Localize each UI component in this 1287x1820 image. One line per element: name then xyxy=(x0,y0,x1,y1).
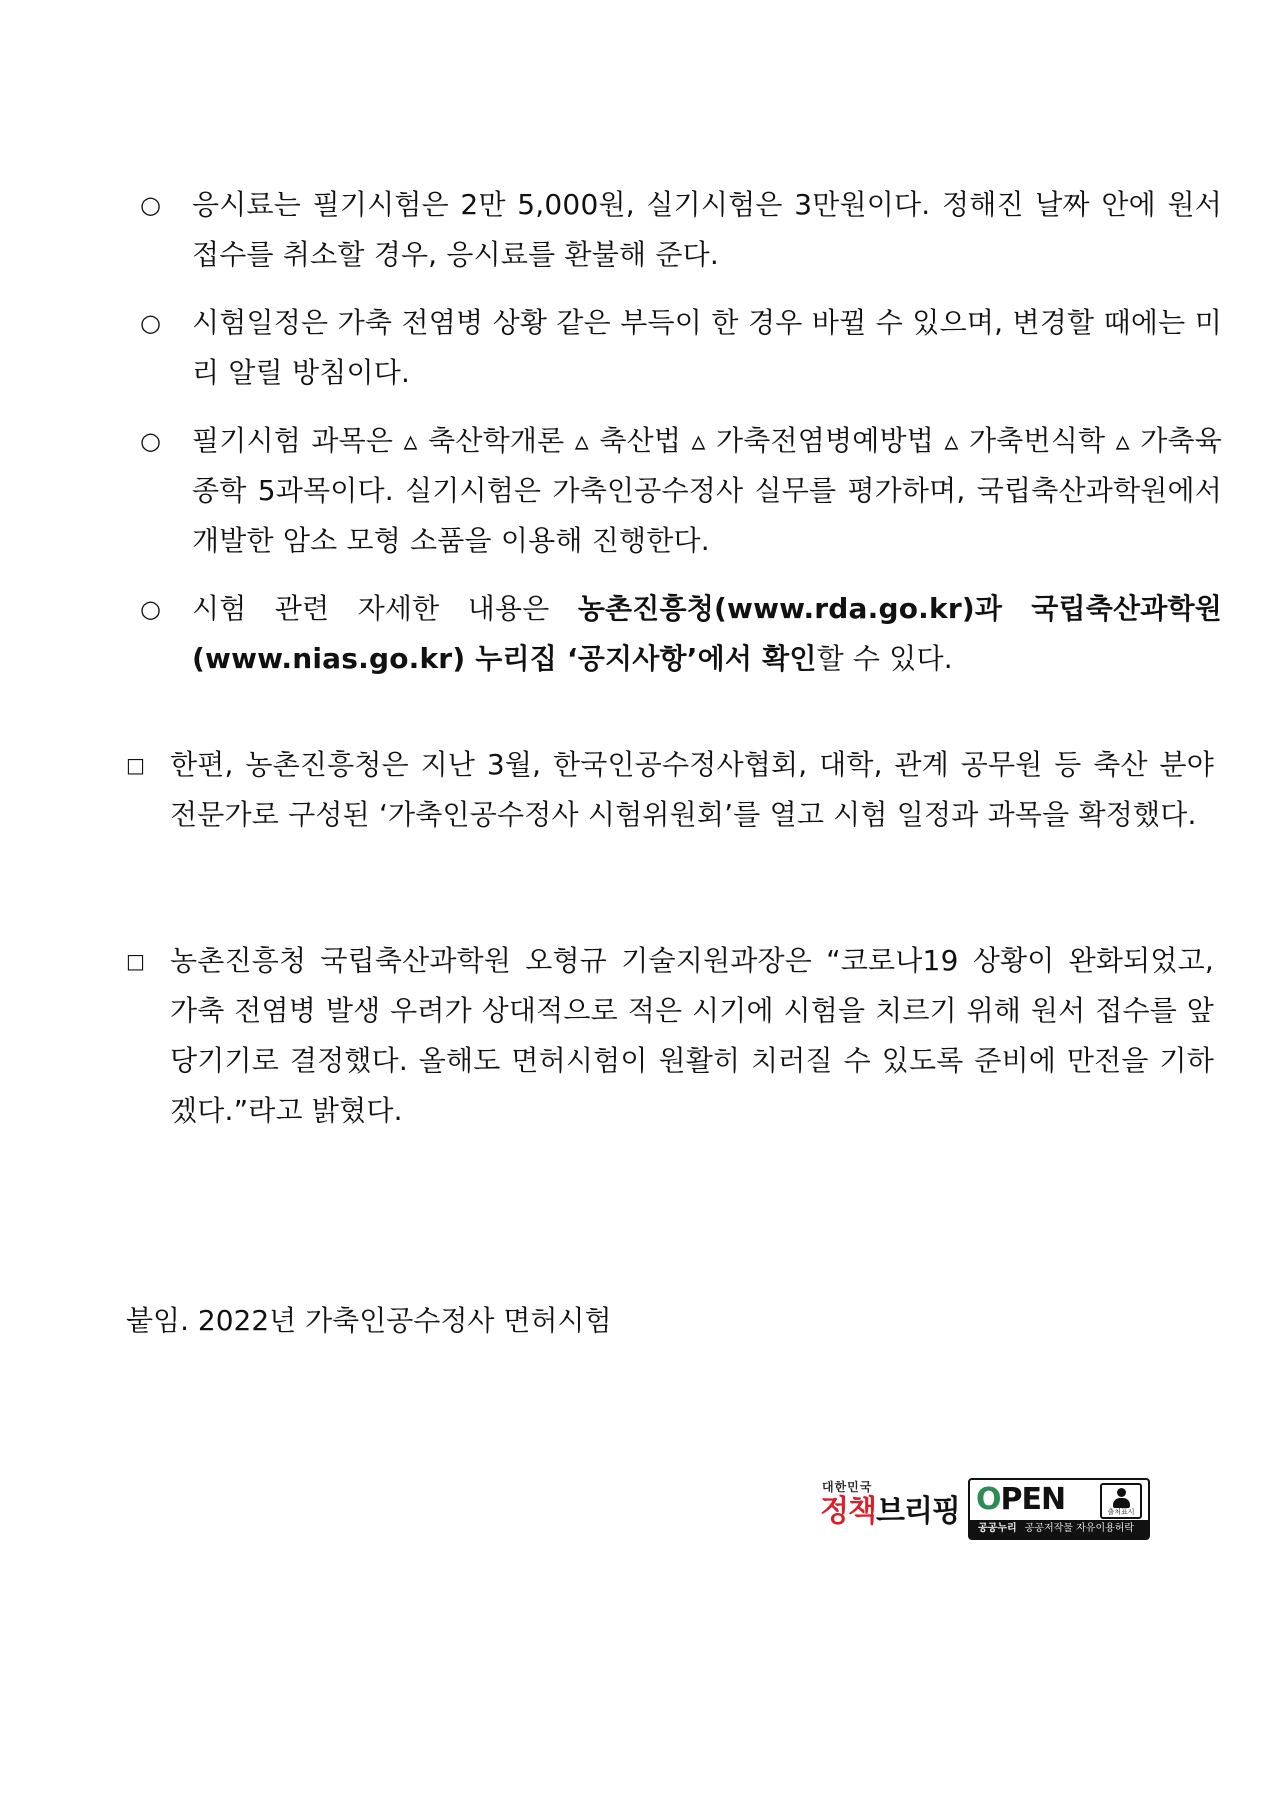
paragraph-schedule xyxy=(140,298,1222,398)
circle-bullet: ○ xyxy=(140,191,161,219)
paragraph-text: 농촌진흥청 국립축산과학원 오형규 기술지원과장은 “코로나19 상황이 완화되었고, 가축 전염병 발생 우려가 상대적으로 적은 시기에 시험을 치르기 위해 원서 접수를 앞당기기로 결정했다. 올해도 면허시험이 원활히 치러질 수 있도록 준비에 만전을 기하겠다.”라고 밝혔다. xyxy=(170,944,1214,1127)
square-bullet: □ xyxy=(126,753,145,777)
website-link-text: 농촌진흥청(www.rda.go.kr)과 국립축산과학원(www.nias.go.kr) 누리집 ‘공지사항’에서 확인 xyxy=(192,592,1222,675)
circle-bullet: ○ xyxy=(140,595,161,623)
paragraph-text: 시험일정은 가축 전염병 상황 같은 부득이 한 경우 바뀔 수 있으며, 변경할 때에는 미리 알릴 방침이다. xyxy=(192,306,1222,389)
paragraph-text: 응시료는 필기시험은 2만 5,000원, 실기시험은 3만원이다. 정해진 날짜 안에 원서 접수를 취소할 경우, 응시료를 환불해 준다. xyxy=(192,188,1222,271)
policy-briefing-logo xyxy=(820,1480,960,1540)
square-bullet: □ xyxy=(126,949,145,973)
circle-bullet: ○ xyxy=(140,309,161,337)
paragraph-details xyxy=(140,584,1222,684)
paragraph-text: 필기시험 과목은 ▵ 축산학개론 ▵ 축산법 ▵ 가축전염병예방법 ▵ 가축번식학 ▵ 가축육종학 5과목이다. 실기시험은 가축인공수정사 실무를 평가하며, 국립축산과학원에서 개발한 암소 모형 소품을 이용해 진행한다. xyxy=(192,424,1222,557)
paragraph-subjects xyxy=(140,416,1222,566)
circle-bullet: ○ xyxy=(140,427,161,455)
open-license-bar: 공공누리 공공저작물 자유이용허락 xyxy=(970,1520,1148,1538)
attribution-person-icon: 출처표시 xyxy=(1100,1483,1142,1519)
kogl-open-license-logo xyxy=(968,1478,1150,1540)
paragraph-quote xyxy=(126,936,1214,1136)
logo-small-text: 대한민국 xyxy=(822,1480,873,1494)
open-wordmark: OPEN xyxy=(976,1482,1066,1517)
logo-main-text: 정책브리핑 xyxy=(820,1494,960,1529)
paragraph-fee xyxy=(140,180,1222,280)
paragraph-text: 시험 관련 자세한 내용은 농촌진흥청(www.rda.go.kr)과 국립축산과학원(www.nias.go.kr) 누리집 ‘공지사항’에서 확인할 수 있다. xyxy=(192,592,1222,675)
attachment-note: 붙임. 2022년 가축인공수정사 면허시험 xyxy=(126,1304,612,1337)
paragraph-committee xyxy=(126,740,1214,840)
paragraph-text: 한편, 농촌진흥청은 지난 3월, 한국인공수정사협회, 대학, 관계 공무원 등 축산 분야 전문가로 구성된 ‘가축인공수정사 시험위원회’를 열고 시험 일정과 과목을 확정했다. xyxy=(170,748,1214,831)
